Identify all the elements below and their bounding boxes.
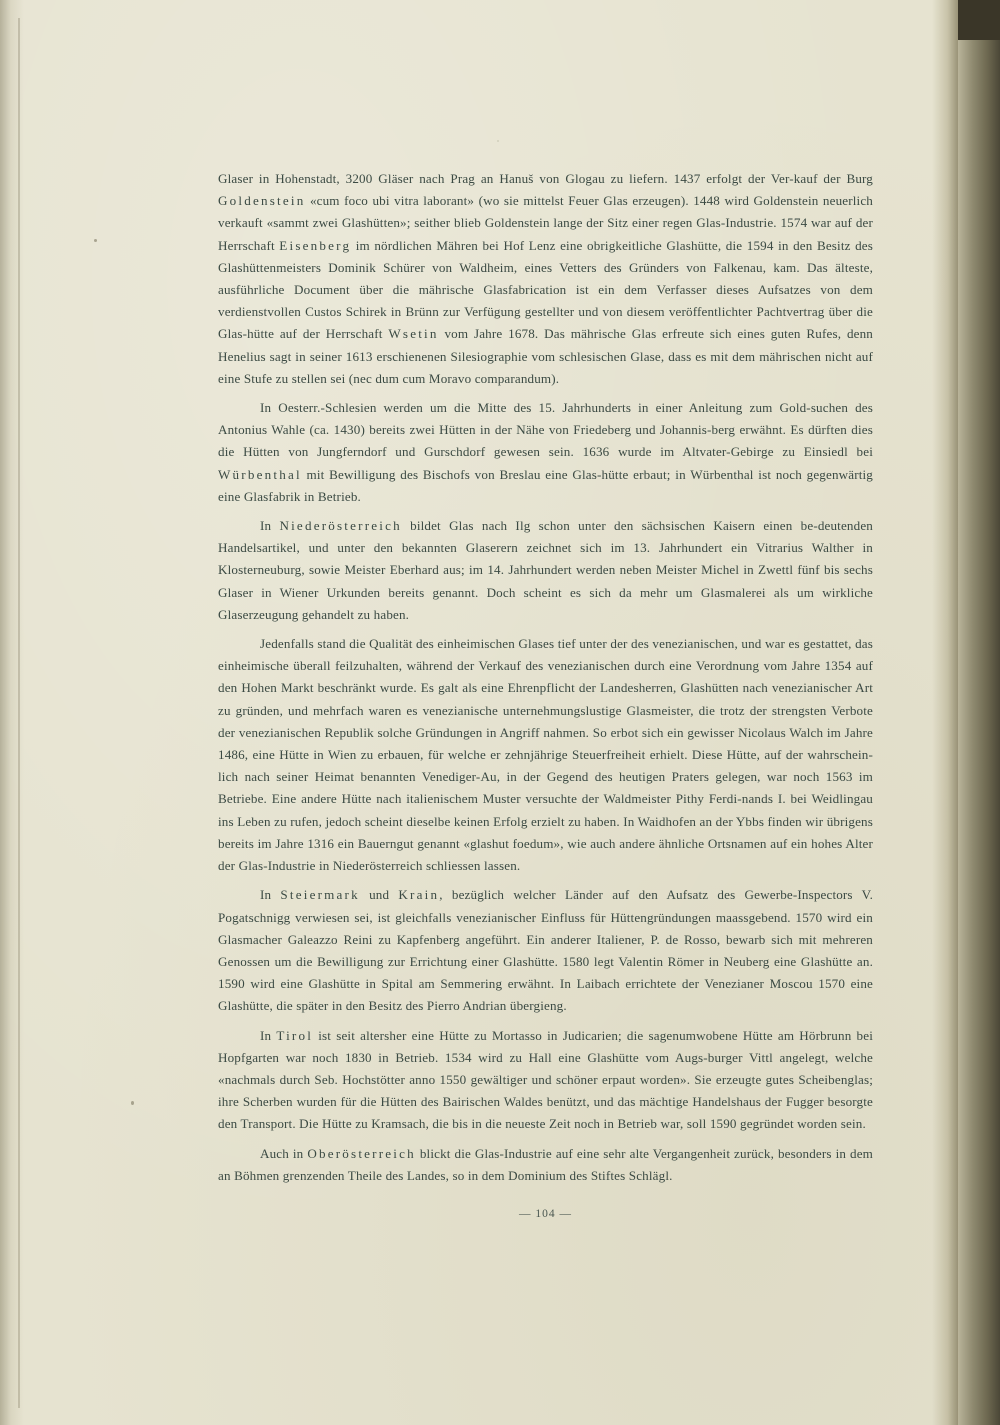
text-run: blickt die Glas-Industrie auf eine sehr alte Vergangenheit zurück, besonders in dem an Böhmen grenzenden Theile des Landes, so in dem Dominium des Stiftes Schlägl.: [218, 1145, 873, 1183]
paragraph: [218, 1025, 873, 1136]
place-name: Tirol: [276, 1027, 314, 1043]
paragraph: [218, 1143, 873, 1187]
page-body-text: [218, 168, 873, 1187]
text-run: Glaser in Hohenstadt, 3200 Gläser nach Prag an Hanuš von Glogau zu liefern. 1437 erfolgt der Ver-kauf der Burg: [218, 171, 873, 186]
paper-speck: [94, 239, 97, 242]
place-name: Niederösterreich: [279, 518, 402, 534]
paper-speck: [497, 140, 499, 142]
text-run: und: [359, 887, 399, 903]
book-binding: [958, 0, 1000, 1425]
text-run: In: [260, 887, 281, 903]
place-name: Oberösterreich: [307, 1145, 416, 1161]
paragraph: [218, 515, 873, 626]
text-run: , bezüglich welcher Länder auf den Aufsatz des Gewerbe-Inspectors V. Pogatschnigg verwiesen sei, ist gleichfalls venezianischer Einfluss für Hüttengründungen maassgebend. 1570 wird ein Glasmacher Galeazzo Reini zu Kapfenberg angeführt. Ein anderer Italiener, P. de Rosso, bewarb sich mit mehreren Genossen um die Bewilligung zur Errichtung einer Glashütte. 1580 legt Valentin Römer in Neuberg eine Glashütte an. 1590 wird eine Glashütte in Spital am Semmering erwähnt. In Laibach errichtete der Venezianer Moscou 1570 eine Glashütte, die später in den Besitz des Pierro Andrian übergieng.: [218, 887, 873, 1014]
text-run: In: [260, 1027, 277, 1043]
text-run: Auch in: [260, 1145, 308, 1161]
text-run: In: [260, 518, 280, 534]
place-name: Steiermark: [280, 887, 360, 903]
text-run: In Oesterr.-Schlesien werden um die Mitte des 15. Jahrhunderts in einer Anleitung zum Gold-suchen des Antonius Wahle (ca. 1430) bereits zwei Hütten in der Nähe von Friedeberg und Johannis-berg erwähnt. Es dürften dies die Hütten von Jungferndorf und Gurschdorf gewesen sein. 1636 wurde im Altvater-Gebirge zu Einsiedl bei: [218, 400, 873, 460]
place-name: Wsetin: [388, 326, 439, 342]
page-gutter-shadow: [932, 0, 958, 1425]
text-run: Jedenfalls stand die Qualität des einheimischen Glases tief unter der des venezianischen, und war es gestattet, das einheimische überall feilzuhalten, während der Verkauf des venezianischen durch eine Verordnung vom Jahre 1354 auf den Hohen Markt beschränkt wurde. Es galt als eine Ehrenpflicht der Landesherren, Glashütten nach venezianischer Art zu gründen, und mehrfach waren es venezianische unternehmungslustige Glasmeister, die trotz der strengsten Verbote der venezianischen Republik solche Gründungen in Angriff nahmen. So erbot sich ein gewisser Nicolaus Walch im Jahre 1486, eine Hütte in Wien zu erbauen, für welche er zehnjährige Steuerfreiheit erhielt. Diese Hütte, auf der wahrschein-lich nach seiner Heimat benannten Venediger-Au, in der Gegend des heutigen Praters gelegen, war noch 1563 im Betriebe. Eine andere Hütte nach italienischem Muster versuchte der Waldmeister Pithy Ferdi-nands I. bei Weidlingau ins Leben zu rufen, jedoch scheint dieselbe keinen Erfolg erzielt zu haben. In Waidhofen an der Ybbs finden wir übrigens bereits im Jahre 1316 ein Bauerngut genannt «glashut foedum», wie auch andere ähnliche Ortsnamen auf ein hohes Alter der Glas-Industrie in Niederösterreich schliessen lassen.: [218, 636, 873, 874]
paragraph: [218, 168, 873, 390]
text-run: bildet Glas nach Ilg schon unter den sächsischen Kaisern einen be-deutenden Handelsartikel, und unter den bekannten Glaserern zeichnet sich im 13. Jahrhundert ein Vitrarius Walther in Klosterneuburg, sowie Meister Eberhard aus; im 14. Jahrhundert werden neben Meister Michel in Zwettl fünf bis sechs Glaser in Wiener Urkunden bereits genannt. Doch scheint es sich da mehr um Glasmalerei als um wirkliche Glaserzeugung gehandelt zu haben.: [218, 518, 873, 622]
page-left-edge-shadow: [0, 0, 24, 1425]
place-name: Goldenstein: [218, 193, 306, 209]
paragraph: [218, 884, 873, 1017]
paper-speck: [131, 1101, 134, 1105]
paragraph: [218, 397, 873, 508]
place-name: Krain: [398, 887, 440, 903]
text-run: im nördlichen Mähren bei Hof Lenz eine obrigkeitliche Glashütte, die 1594 in den Besitz des Glashüttenmeisters Dominik Schürer von Waldheim, eines Vetters des Gründers von Falkenau, kam. Das älteste, ausführliche Document über die mährische Glasfabrication ist ein dem Verfasser dieses Aufsatzes von dem verdienstvollen Custos Schirek in Brünn zur Verfügung gestellter und von diesem veröffentlichter Pachtvertrag über die Glas-hütte auf der Herrschaft: [218, 237, 873, 342]
page-folio-number: — 104 —: [519, 1208, 572, 1220]
text-run: vom Jahre 1678. Das mährische Glas erfreute sich eines guten Rufes, denn Henelius sagt in seiner 1613 erschienenen Silesiographie vom schlesischen Glase, dass es mit dem mährischen nicht auf eine Stufe zu stellen sei (nec dum cum Moravo comparandum).: [218, 326, 874, 386]
text-run: mit Bewilligung des Bischofs von Breslau eine Glas-hütte erbaut; in Würbenthal ist noch gegenwärtig eine Glasfabrik in Betrieb.: [218, 466, 873, 504]
place-name: Würbenthal: [218, 466, 302, 482]
page-left-edge-line: [18, 18, 20, 1408]
place-name: Eisenberg: [279, 237, 352, 253]
text-run: «cum foco ubi vitra laborant» (wo sie mittelst Feuer Glas erzeugen). 1448 wird Goldenstein neuerlich verkauft «sammt zwei Glashütten»; seither blieb Goldenstein lange der Sitz einer regen Glas-Industrie. 1574 war auf der Herrschaft: [218, 193, 873, 253]
paragraph: [218, 633, 873, 877]
text-run: ist seit altersher eine Hütte zu Mortasso in Judicarien; die sagenumwobene Hütte am Hörbrunn bei Hopfgarten war noch 1830 in Betrieb. 1534 wird zu Hall eine Glashütte vom Augs-burger Vittl angelegt, welche «nachmals durch Seb. Hochstötter anno 1550 gewältiger und schöner erpaut worden». Sie erzeugte gutes Scheibenglas; ihre Scherben wurden für die Hütten des Bairischen Waldes benützt, und das mächtige Handelshaus der Fugger besorgte den Transport. Die Hütte zu Kramsach, die bis in die neueste Zeit noch in Betrieb war, soll 1590 gegründet worden sein.: [218, 1027, 873, 1132]
book-binding-header: [958, 0, 1000, 40]
